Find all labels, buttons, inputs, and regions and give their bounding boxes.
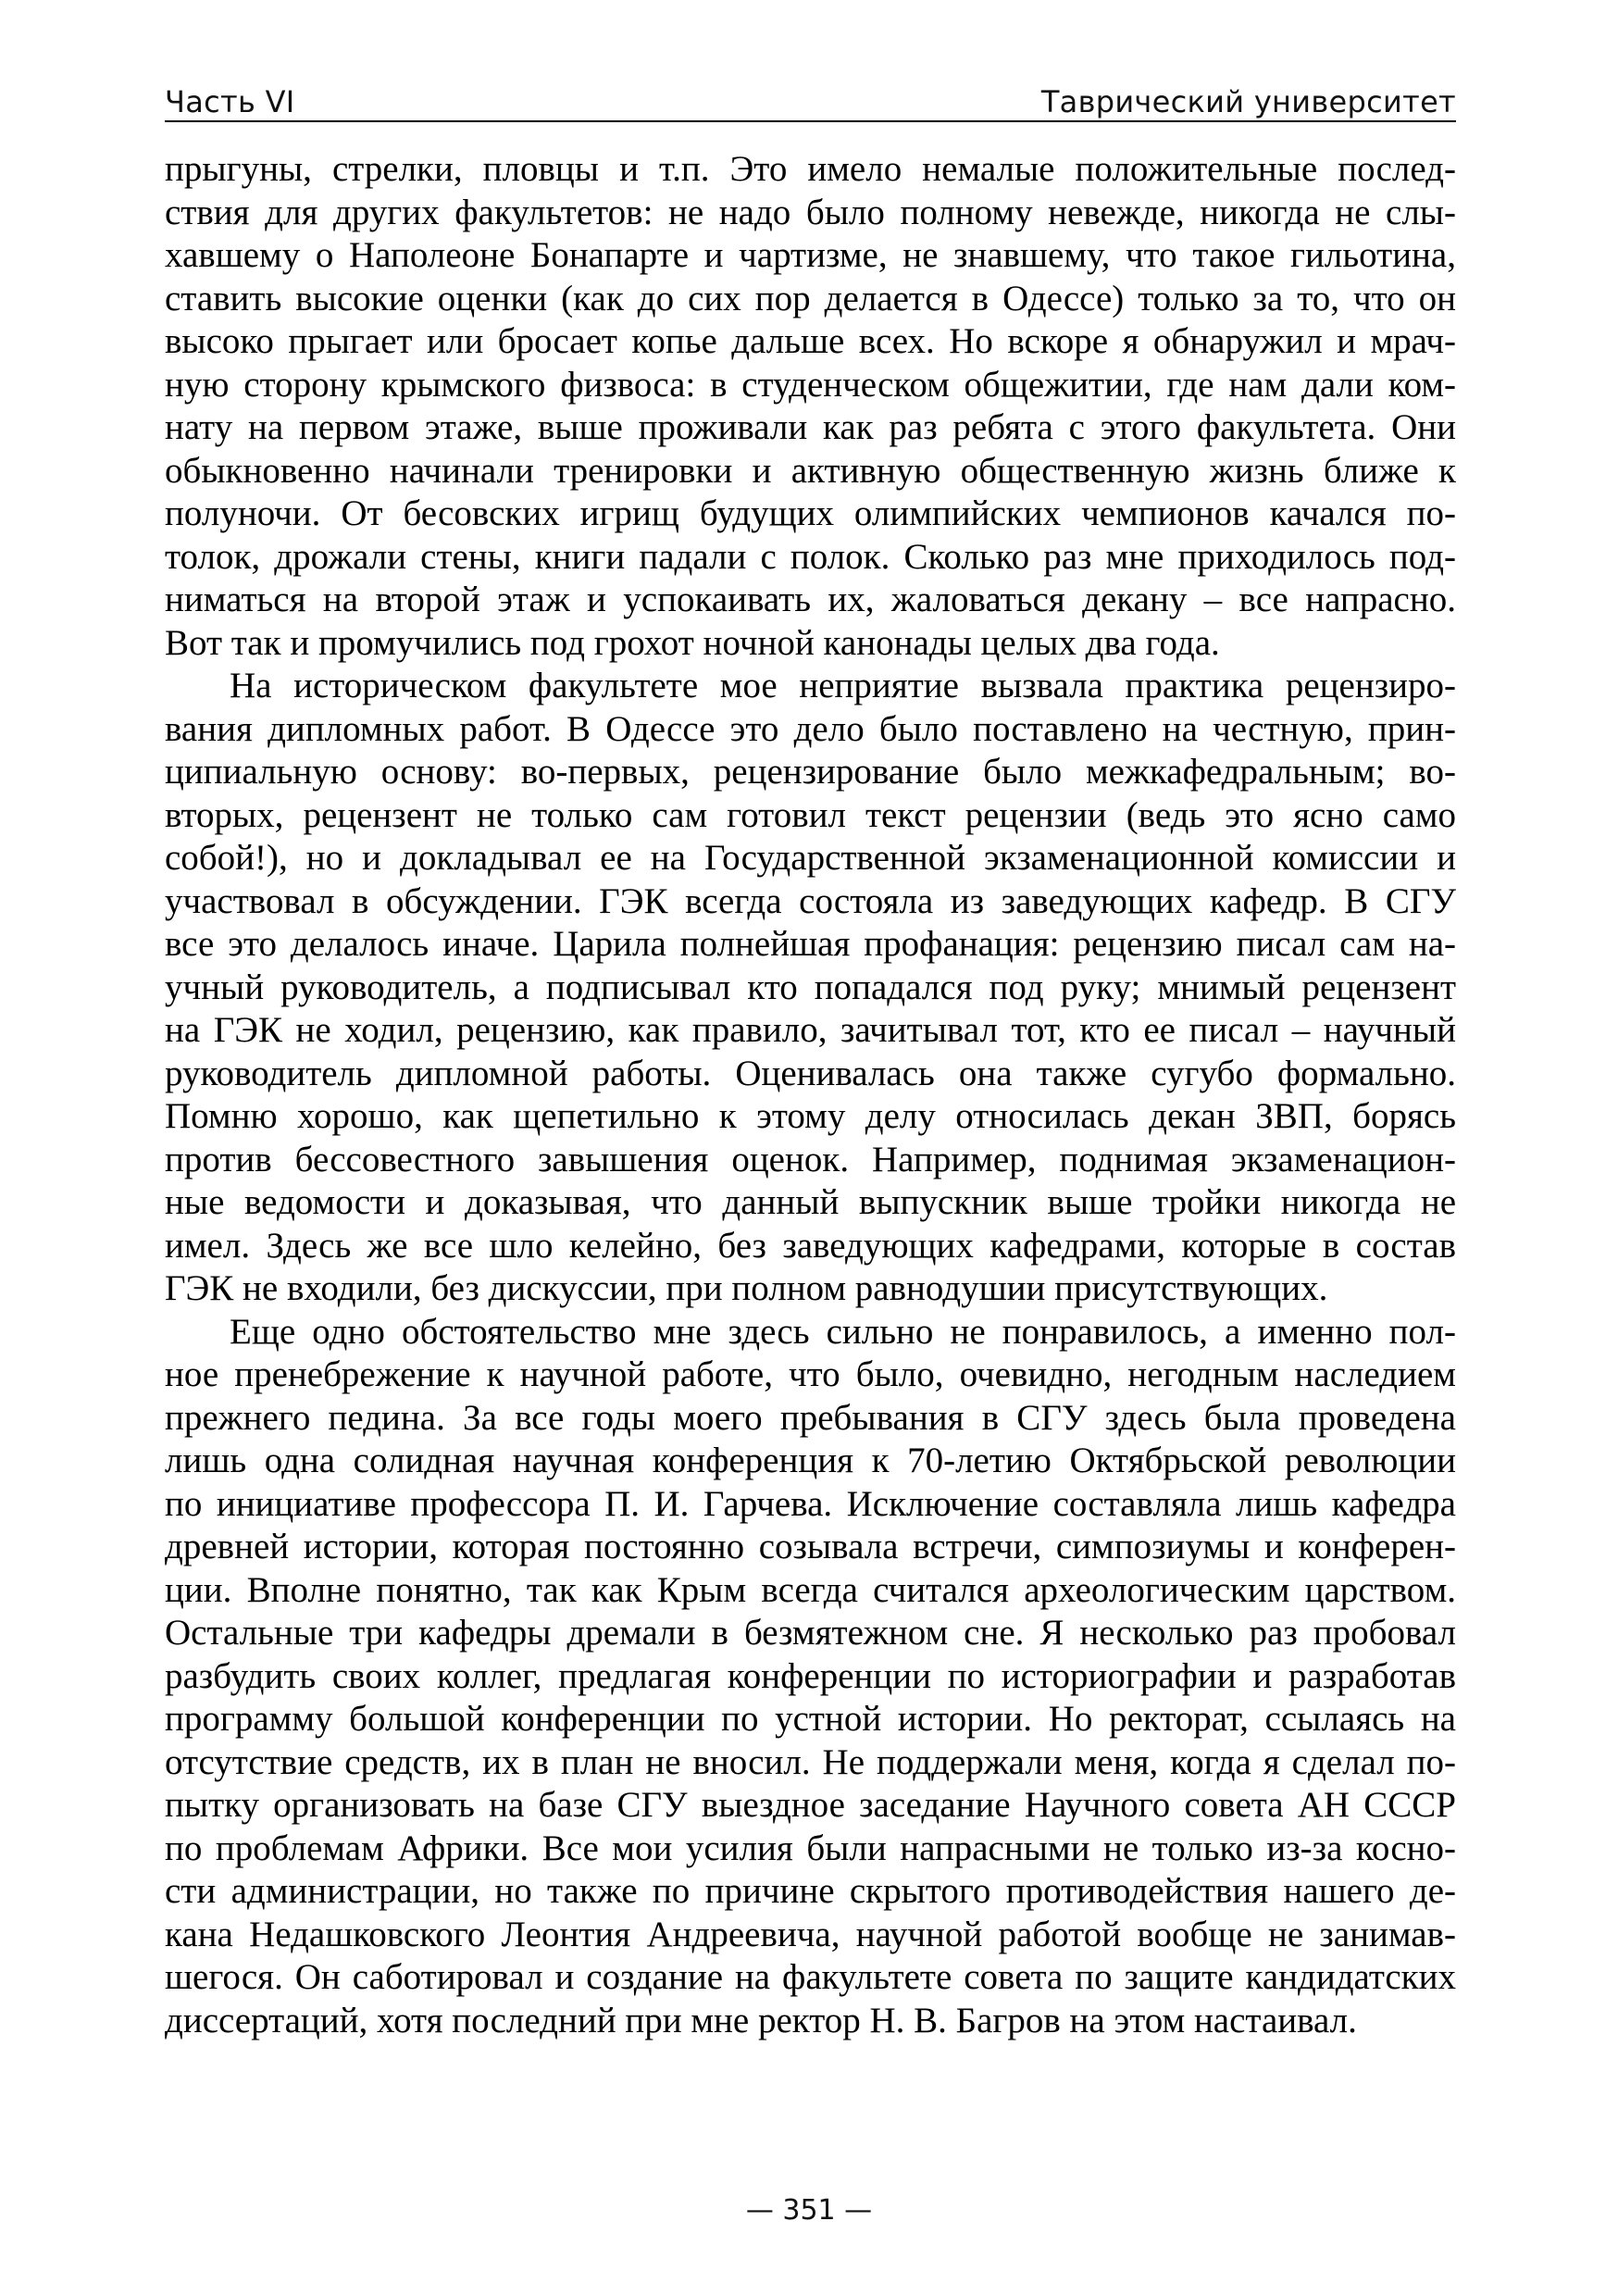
text-line-content: Остальные три кафедры дремали в безмятежном сне. Я несколько раз пробовал: [165, 1613, 1456, 1653]
text-line-content: вания дипломных работ. В Одессе это дело было поставлено на честную, прин-: [165, 708, 1456, 749]
text-line-content: полуночи. От бесовских игрищ будущих олимпийских чемпионов качался по-: [165, 493, 1456, 533]
text-line-content: имел. Здесь же все шло келейно, без заведующих кафедрами, которые в состав: [165, 1225, 1456, 1266]
page-number: — 351 —: [745, 2194, 873, 2227]
text-line-content: пытку организовать на базе СГУ выездное заседание Научного совета АН СССР: [165, 1785, 1456, 1825]
text-line: [165, 1914, 1456, 1957]
text-line: [165, 148, 1456, 192]
paragraph: [165, 1311, 1456, 2043]
text-line: [165, 1612, 1456, 1655]
text-line: [165, 751, 1456, 794]
paragraph: [165, 665, 1456, 1311]
header-rule: [165, 120, 1456, 122]
text-line: [165, 234, 1456, 278]
text-line-content: шегося. Он саботировал и создание на факультете совета по защите кандидатских: [165, 1957, 1456, 1997]
text-line: [165, 2000, 1456, 2043]
text-line-content: на ГЭК не ходил, рецензию, как правило, зачитывал тот, кто ее писал – научный: [165, 1010, 1456, 1050]
text-line-content: участвовал в обсуждении. ГЭК всегда состояла из заведующих кафедр. В СГУ: [165, 880, 1456, 921]
text-line: [165, 1828, 1456, 1871]
text-line-content: На историческом факультете мое неприятие вызвала практика рецензиро-: [230, 666, 1456, 705]
text-line: [165, 320, 1456, 364]
text-line: [165, 967, 1456, 1010]
text-line-content: обыкновенно начинали тренировки и активную общественную жизнь ближе к: [165, 450, 1456, 491]
text-line-content: разбудить своих коллег, предлагая конференции по историографии и разработав: [165, 1655, 1456, 1696]
text-line: [165, 493, 1456, 536]
text-line: [165, 1009, 1456, 1053]
text-line: [165, 450, 1456, 493]
text-line: [165, 1569, 1456, 1613]
running-head-part: Часть VI: [165, 84, 295, 119]
text-line: [165, 1225, 1456, 1268]
text-line-content: Еще одно обстоятельство мне здесь сильно не понравилось, а именно пол-: [230, 1311, 1456, 1352]
text-line: [165, 579, 1456, 622]
text-line: [165, 1655, 1456, 1699]
text-line: [165, 1311, 1456, 1354]
text-line: [165, 923, 1456, 967]
text-line-content: ниматься на второй этаж и успокаивать их, жаловаться декану – все напрасно.: [165, 580, 1456, 619]
text-line-content: программу большой конференции по устной истории. Но ректорат, ссылаясь на: [165, 1699, 1456, 1739]
text-line-content: руководитель дипломной работы. Оценивалась она также сугубо формально.: [165, 1053, 1456, 1093]
text-line-content: отсутствие средств, их в план не вносил. Не поддержали меня, когда я сделал по-: [165, 1741, 1456, 1782]
text-line-content: древней истории, которая постоянно созывала встречи, симпозиумы и конферен-: [165, 1527, 1456, 1566]
text-line-content: ции. Вполне понятно, так как Крым всегда считался археологическим царством.: [165, 1569, 1456, 1610]
running-head: [165, 78, 1456, 120]
text-line: [165, 622, 1456, 666]
text-line: [165, 1267, 1456, 1311]
text-line: [165, 536, 1456, 580]
text-line: [165, 1181, 1456, 1225]
text-line: [165, 665, 1456, 708]
text-line-content: лишь одна солидная научная конференция к 70-летию Октябрьской революции: [165, 1441, 1456, 1480]
text-line-content: толок, дрожали стены, книги падали с полок. Сколько раз мне приходилось под-: [165, 536, 1456, 577]
text-line-content: прыгуны, стрелки, пловцы и т.п. Это имело немалые положительные послед-: [165, 149, 1456, 189]
text-line: [165, 1354, 1456, 1397]
text-line-content: против бессовестного завышения оценок. Например, поднимая экзаменацион-: [165, 1139, 1456, 1179]
text-line: [165, 1698, 1456, 1741]
text-line: [165, 1483, 1456, 1527]
text-line-content: по проблемам Африки. Все мои усилия были напрасными не только из-за косно-: [165, 1828, 1456, 1868]
text-line-content: ГЭК не входили, без дискуссии, при полном равнодушии присутствующих.: [165, 1268, 1328, 1308]
paragraph: [165, 148, 1456, 665]
text-line: [165, 192, 1456, 235]
text-line: [165, 794, 1456, 838]
text-line: [165, 1397, 1456, 1441]
text-line-content: сти администрации, но также по причине скрытого противодействия нашего де-: [165, 1871, 1456, 1911]
text-line: [165, 1784, 1456, 1828]
text-line: [165, 1870, 1456, 1914]
text-line-content: все это делалось иначе. Царила полнейшая профанация: рецензию писал сам на-: [165, 924, 1456, 964]
text-line: [165, 1440, 1456, 1483]
text-line-content: диссертаций, хотя последний при мне ректор Н. В. Багров на этом настаивал.: [165, 2000, 1357, 2040]
text-line: [165, 1095, 1456, 1139]
text-line-content: ное пренебрежение к научной работе, что было, очевидно, негодным наследием: [165, 1354, 1456, 1394]
text-line-content: Вот так и промучились под грохот ночной канонады целых два года.: [165, 622, 1220, 663]
text-line: [165, 837, 1456, 880]
text-line: [165, 880, 1456, 924]
text-line-content: кана Недашковского Леонтия Андреевича, научной работой вообще не занимав-: [165, 1914, 1456, 1954]
text-line-content: по инициативе профессора П. И. Гарчева. Исключение составляла лишь кафедра: [165, 1483, 1456, 1524]
text-line: [165, 1139, 1456, 1182]
text-line-content: ставить высокие оценки (как до сих пор делается в Одессе) только за то, что он: [165, 278, 1456, 318]
text-line-content: вторых, рецензент не только сам готовил текст рецензии (ведь это ясно само: [165, 794, 1456, 835]
text-line: [165, 1956, 1456, 2000]
text-line-content: учный руководитель, а подписывал кто попадался под руку; мнимый рецензент: [165, 967, 1456, 1007]
text-line: [165, 1053, 1456, 1096]
text-line-content: хавшему о Наполеоне Бонапарте и чартизме, не знавшему, что такое гильотина,: [165, 235, 1456, 275]
text-line-content: собой!), но и докладывал ее на Государственной экзаменационной комиссии и: [165, 838, 1456, 878]
text-line-content: ципиальную основу: во-первых, рецензирование было межкафедральным; во-: [165, 752, 1456, 792]
text-line-content: нату на первом этаже, выше проживали как раз ребята с этого факультета. Они: [165, 407, 1456, 447]
text-line: [165, 278, 1456, 321]
text-line-content: ные ведомости и доказывая, что данный выпускник выше тройки никогда не: [165, 1182, 1456, 1222]
text-line: [165, 708, 1456, 752]
text-line: [165, 1741, 1456, 1785]
body-text: [165, 148, 1456, 2042]
text-line: [165, 406, 1456, 450]
text-line-content: прежнего педина. За все годы моего пребывания в СГУ здесь была проведена: [165, 1397, 1456, 1438]
text-line-content: Помню хорошо, как щепетильно к этому делу относилась декан ЗВП, борясь: [165, 1096, 1456, 1136]
text-line: [165, 1526, 1456, 1569]
text-line-content: высоко прыгает или бросает копье дальше всех. Но вскоре я обнаружил и мрач-: [165, 321, 1456, 361]
text-line-content: ствия для других факультетов: не надо было полному невежде, никогда не слы-: [165, 192, 1456, 232]
text-line-content: ную сторону крымского физвоса: в студенческом общежитии, где нам дали ком-: [165, 364, 1456, 405]
text-line: [165, 364, 1456, 407]
running-head-title: Таврический университет: [1040, 84, 1456, 119]
